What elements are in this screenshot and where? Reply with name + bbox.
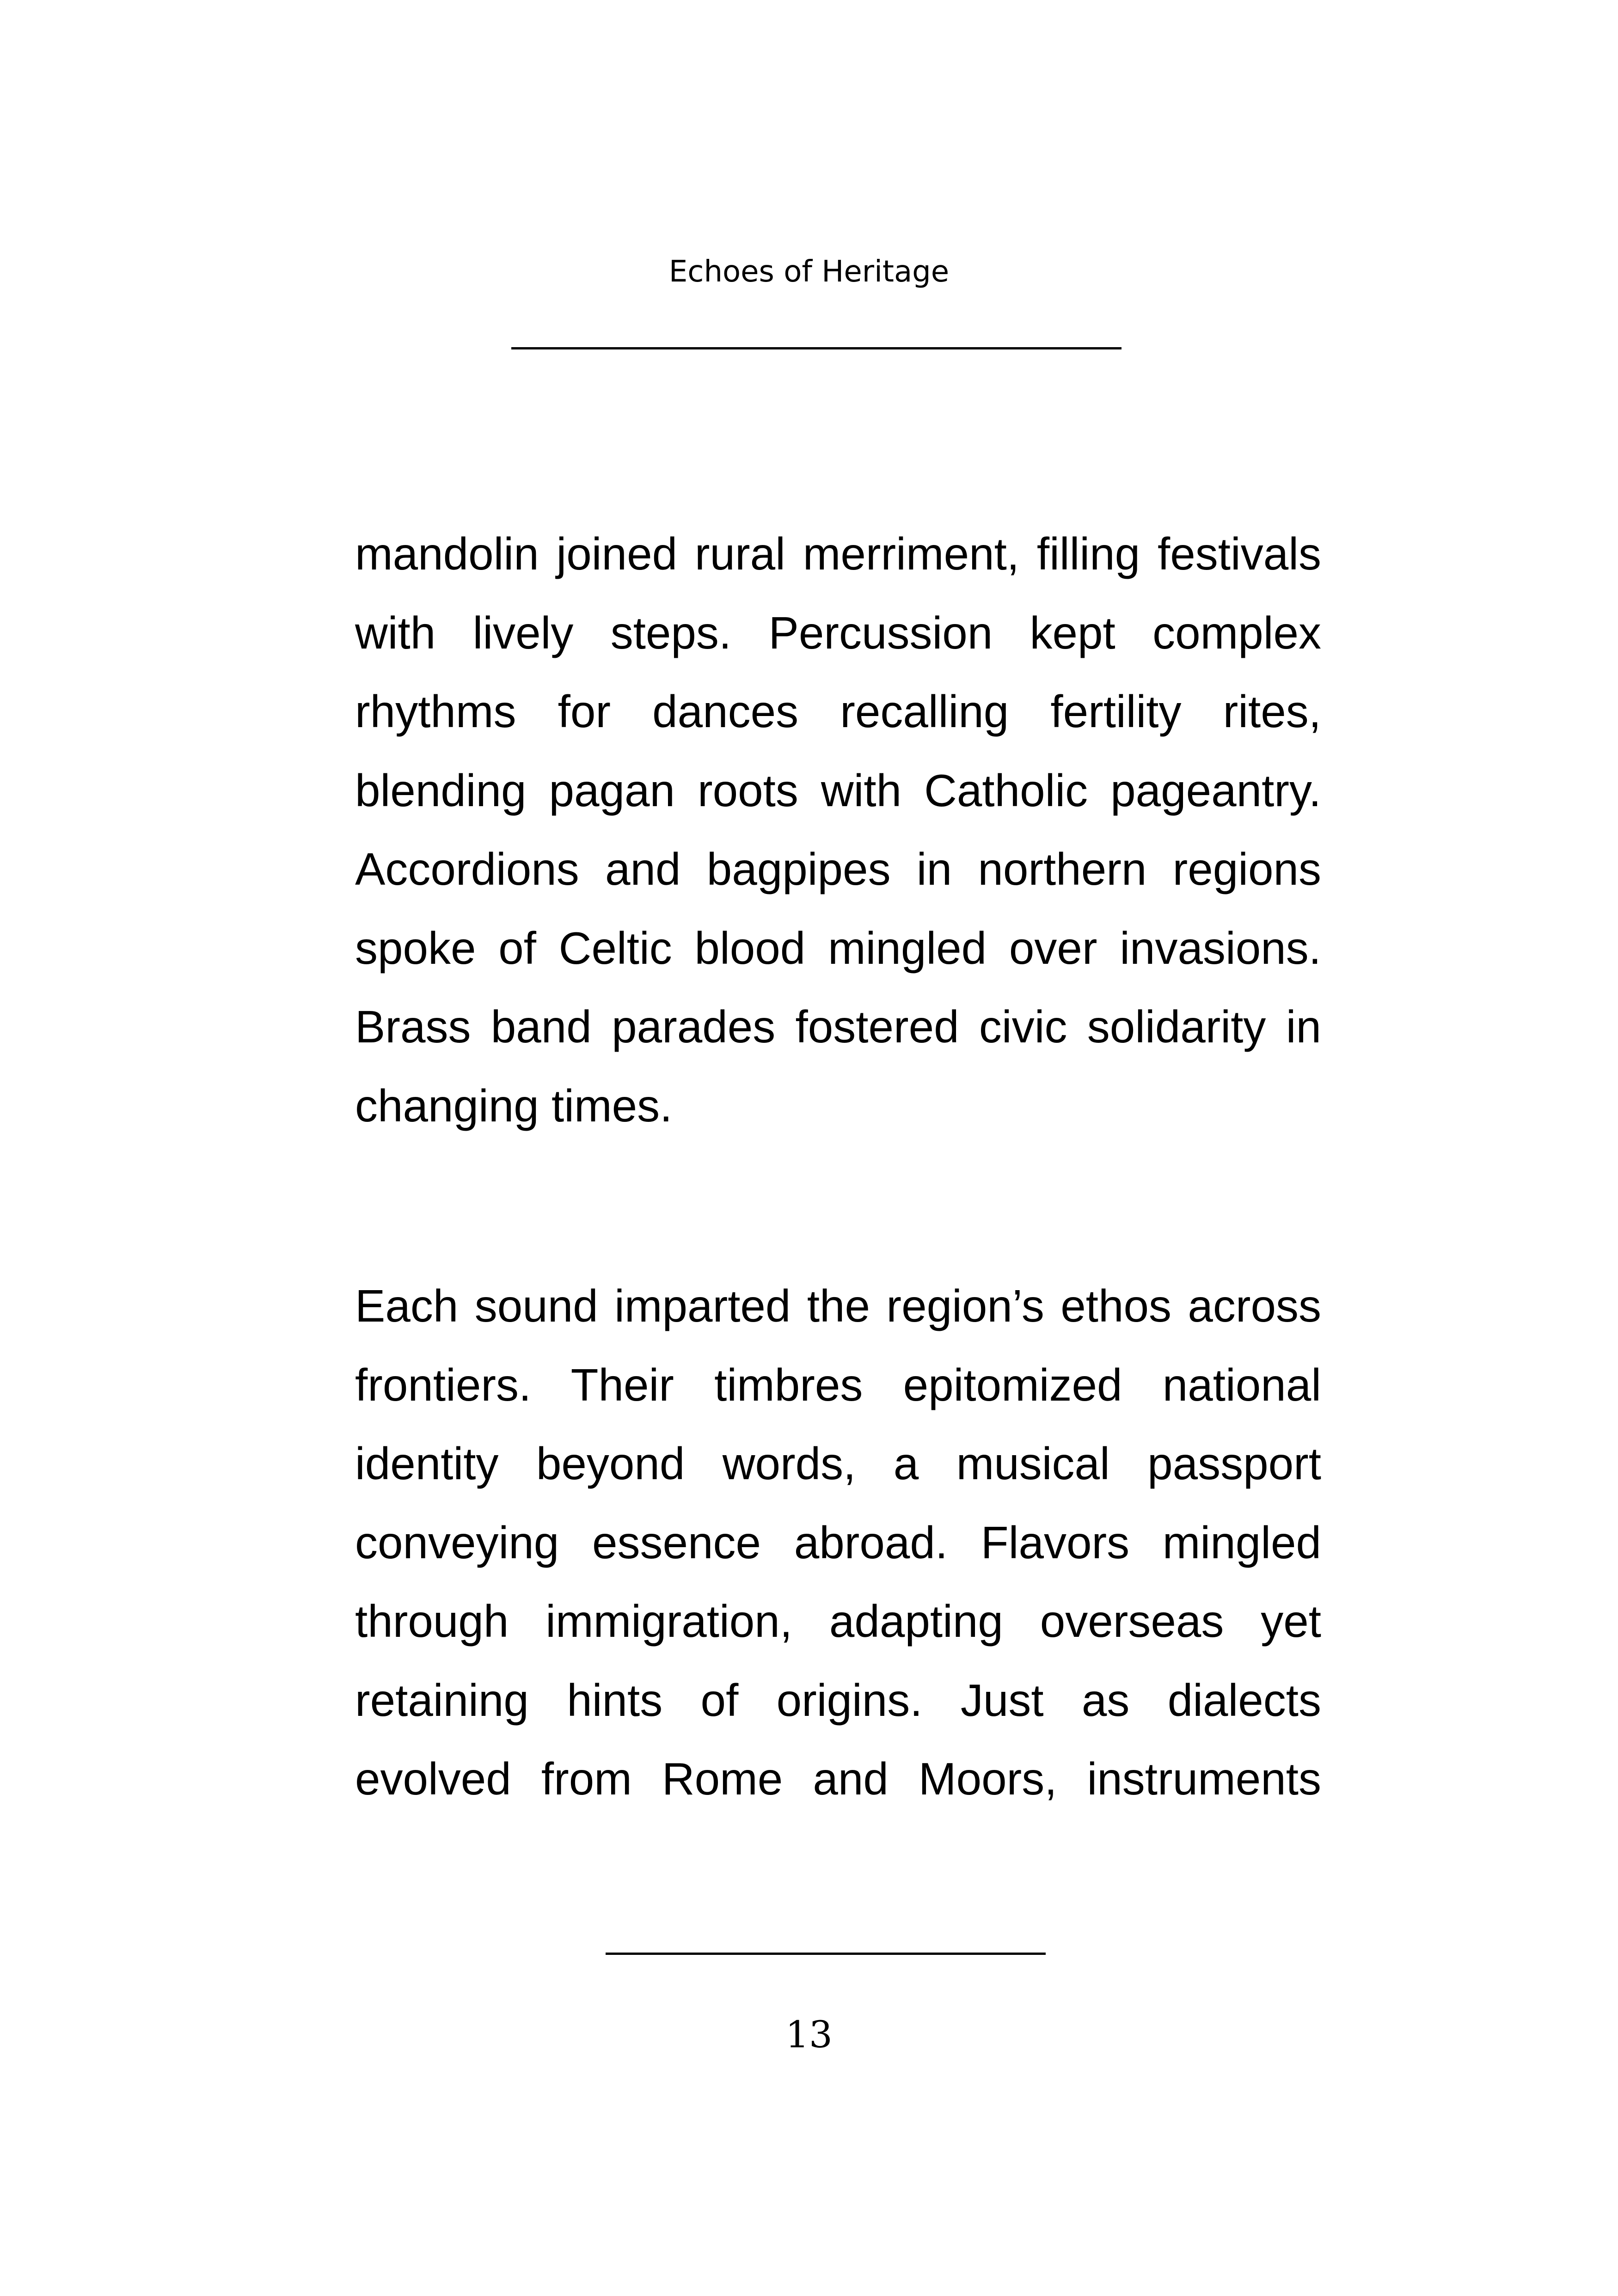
text-line: through immigration, adapting overseas yet <box>355 1596 1321 1647</box>
body-paragraph-2 <box>355 1267 1321 1818</box>
body-paragraph-1 <box>355 514 1321 1145</box>
header-divider <box>511 347 1122 349</box>
text-line: blending pagan roots with Catholic pageantry. <box>355 765 1321 816</box>
text-line: Brass band parades fostered civic solidarity in <box>355 1001 1321 1052</box>
text-line: rhythms for dances recalling fertility rites, <box>355 686 1321 737</box>
page-number: 13 <box>785 2013 833 2056</box>
text-line: retaining hints of origins. Just as dialects <box>355 1674 1321 1726</box>
text-line: conveying essence abroad. Flavors mingled <box>355 1517 1321 1568</box>
text-line: identity beyond words, a musical passport <box>355 1438 1321 1489</box>
running-header-title: Echoes of Heritage <box>668 255 950 289</box>
text-line: Each sound imparted the region’s ethos across <box>355 1280 1321 1331</box>
text-line: mandolin joined rural merriment, filling festivals <box>355 528 1321 579</box>
text-line: frontiers. Their timbres epitomized national <box>355 1359 1321 1410</box>
text-line: evolved from Rome and Moors, instruments <box>355 1753 1321 1804</box>
text-line: Accordions and bagpipes in northern regions <box>355 844 1321 894</box>
text-line: with lively steps. Percussion kept complex <box>355 607 1321 658</box>
text-line: spoke of Celtic blood mingled over invasions. <box>355 922 1321 974</box>
footer-divider <box>606 1953 1046 1955</box>
text-line: changing times. <box>355 1080 673 1131</box>
